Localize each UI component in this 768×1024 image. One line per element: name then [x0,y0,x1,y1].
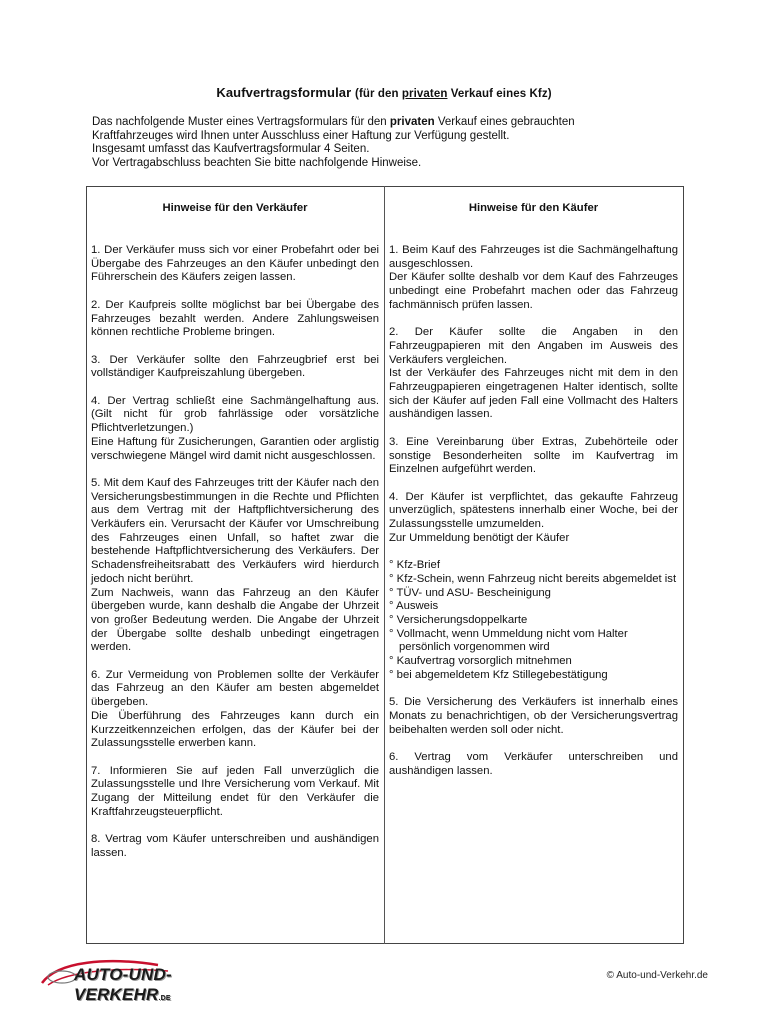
list-item: ° Kfz-Schein, wenn Fahrzeug nicht bereits abgemeldet ist [389,572,677,585]
seller-hint-3: 3. Der Verkäufer sollte den Fahrzeugbrief erst bei vollständiger Kaufpreiszahlung übergeben. [91,353,379,380]
buyer-hint-1-cont: Der Käufer sollte deshalb vor dem Kauf des Fahrzeuges unbedingt eine Probefahrt machen oder das Fahrzeug fachmännisch prüfen lassen. [389,271,678,311]
list-item: ° Vollmacht, wenn Ummeldung nicht vom Halter persönlich vorgenommen wird [389,627,628,654]
intro-line-1 [92,116,692,130]
seller-hint-6-cont: Die Überführung des Fahrzeuges kann durch ein Kurzzeitkennzeichen erfolgen, das der Käufer bei der Zulassungsstelle erwerben kann. [91,709,379,750]
seller-hint-6: 6. Zur Vermeidung von Problemen sollte der Verkäufer das Fahrzeug an den Käufer am besten abgemeldet übergeben. [91,668,379,709]
logo-tld: .DE [158,995,171,1002]
copyright-notice: © Auto-und-Verkehr.de [606,970,708,981]
seller-hint-2: 2. Der Kaufpreis sollte möglichst bar bei Übergabe des Fahrzeuges bezahlt werden. Andere Zahlungsweisen können rechtliche Probleme bringen. [91,298,379,339]
intro-line-3: Insgesamt umfasst das Kaufvertragsformular 4 Seiten. [92,143,370,156]
column-divider [384,186,385,944]
buyer-hint-2: 2. Der Käufer sollte die Angaben in den Fahrzeugpapieren mit den Angaben im Ausweis des Verkäufers vergleichen. [389,326,678,366]
buyer-hint-4-cont: Zur Ummeldung benötigt der Käufer [389,531,570,544]
logo-text [74,965,238,1005]
intro-line-1-pre: Das nachfolgende Muster eines Vertragsformulars für den [92,116,390,128]
list-item: ° TÜV- und ASU- Bescheinigung [389,586,551,599]
subtitle-post: Verkauf eines Kfz) [447,88,552,100]
title-main: Kaufvertragsformular [216,85,352,100]
intro-text [92,116,692,170]
buyer-hint-1: 1. Beim Kauf des Fahrzeuges ist die Sachmängelhaftung ausgeschlossen. [389,244,678,270]
buyer-hint-5: 5. Die Versicherung des Verkäufers ist innerhalb eines Monats zu benachrichtigen, ob der Versicherungsvertrag beibehalten werden soll oder nicht. [389,696,678,736]
subtitle-underlined: privaten [401,88,448,100]
list-item: ° Kfz-Brief [389,559,440,572]
site-logo[interactable] [38,955,238,1004]
buyer-hints-column [389,186,678,792]
list-item: ° Ausweis [389,600,439,613]
logo-text-main: AUTO-UND-VERKEHR [74,965,172,1004]
seller-hint-4-cont: Eine Haftung für Zusicherungen, Garantien oder arglistig verschwiegene Mängel wird damit nicht ausgeschlossen. [91,435,379,462]
list-item: ° Versicherungsdoppelkarte [389,613,528,626]
intro-line-4: Vor Vertragabschluss beachten Sie bitte nachfolgende Hinweise. [92,156,422,169]
seller-hints-heading: Hinweise für den Verkäufer [162,202,308,214]
seller-hints-column [91,186,379,874]
list-item: ° bei abgemeldetem Kfz Stillegebestätigung [389,668,608,681]
seller-hint-4: 4. Der Vertrag schließt eine Sachmängelhaftung aus. (Gilt nicht für grob fahrlässige oder vorsätzliche Pflichtverletzungen.) [91,394,379,435]
buyer-hint-4: 4. Der Käufer ist verpflichtet, das gekaufte Fahrzeug unverzüglich, spätestens innerhalb einer Woche, bei der Zulassungsstelle umzumelden. [389,490,678,531]
buyer-hint-2-cont: Ist der Verkäufer des Fahrzeuges nicht mit dem in den Fahrzeugpapieren eingetragenen Halter identisch, sollte sich der Käufer auf jeden Fall eine Vollmacht des Halters aushändigen lassen. [389,367,678,421]
seller-hint-1: 1. Der Verkäufer muss sich vor einer Probefahrt oder bei Übergabe des Fahrzeuges an den Käufer unbedingt den Führerschein des Käufers zeigen lassen. [91,244,379,284]
list-item: ° Kaufvertrag vorsorglich mitnehmen [389,655,572,668]
seller-hint-5: 5. Mit dem Kauf des Fahrzeuges tritt der Käufer nach den Versicherungsbestimmungen in die Rechte und Pflichten aus dem Vertrag mit der Haftpflichtversicherung des Verkäufers ein. Verursacht der Käufer vor Umschreibung des Fahrzeuges einen Unfall, so haftet zwar die bestehende Haftpflichtversicherung des Verkäufers. Der Schadensfreiheitsrabatt des Verkäufers wird hierdurch jedoch nicht berührt. [91,476,379,585]
required-documents-list [389,559,678,682]
seller-hint-7: 7. Informieren Sie auf jeden Fall unverzüglich die Zulassungsstelle und Ihre Versicherung vom Verkauf. Mit Zugang der Mitteilung endet für den Verkäufer die Kraftfahrzeugsteuerpflicht. [91,764,379,818]
intro-line-1-post: Verkauf eines gebrauchten [434,116,575,128]
title-subtitle [355,88,552,100]
seller-hint-5-cont: Zum Nachweis, wann das Fahrzeug an den Käufer übergeben wurde, kann deshalb die Angabe der Uhrzeit von großer Bedeutung werden. Die Angabe der Uhrzeit der Übergabe sollte deshalb unbedingt eingetragen werden. [91,586,379,654]
buyer-hint-3: 3. Eine Vereinbarung über Extras, Zubehörteile oder sonstige Besonderheiten sollte im Kaufvertrag im Einzelnen aufgeführt werden. [389,435,678,476]
buyer-hints-heading: Hinweise für den Käufer [468,202,599,214]
intro-line-1-bold: privaten [389,116,435,128]
subtitle-pre: (für den [355,88,402,100]
buyer-hint-6: 6. Vertrag vom Verkäufer unterschreiben und aushändigen lassen. [389,750,678,777]
intro-line-2: Kraftfahrzeuges wird Ihnen unter Ausschluss einer Haftung zur Verfügung gestellt. [92,129,510,142]
document-title [0,85,768,100]
seller-hint-8: 8. Vertrag vom Käufer unterschreiben und aushändigen lassen. [91,833,379,859]
